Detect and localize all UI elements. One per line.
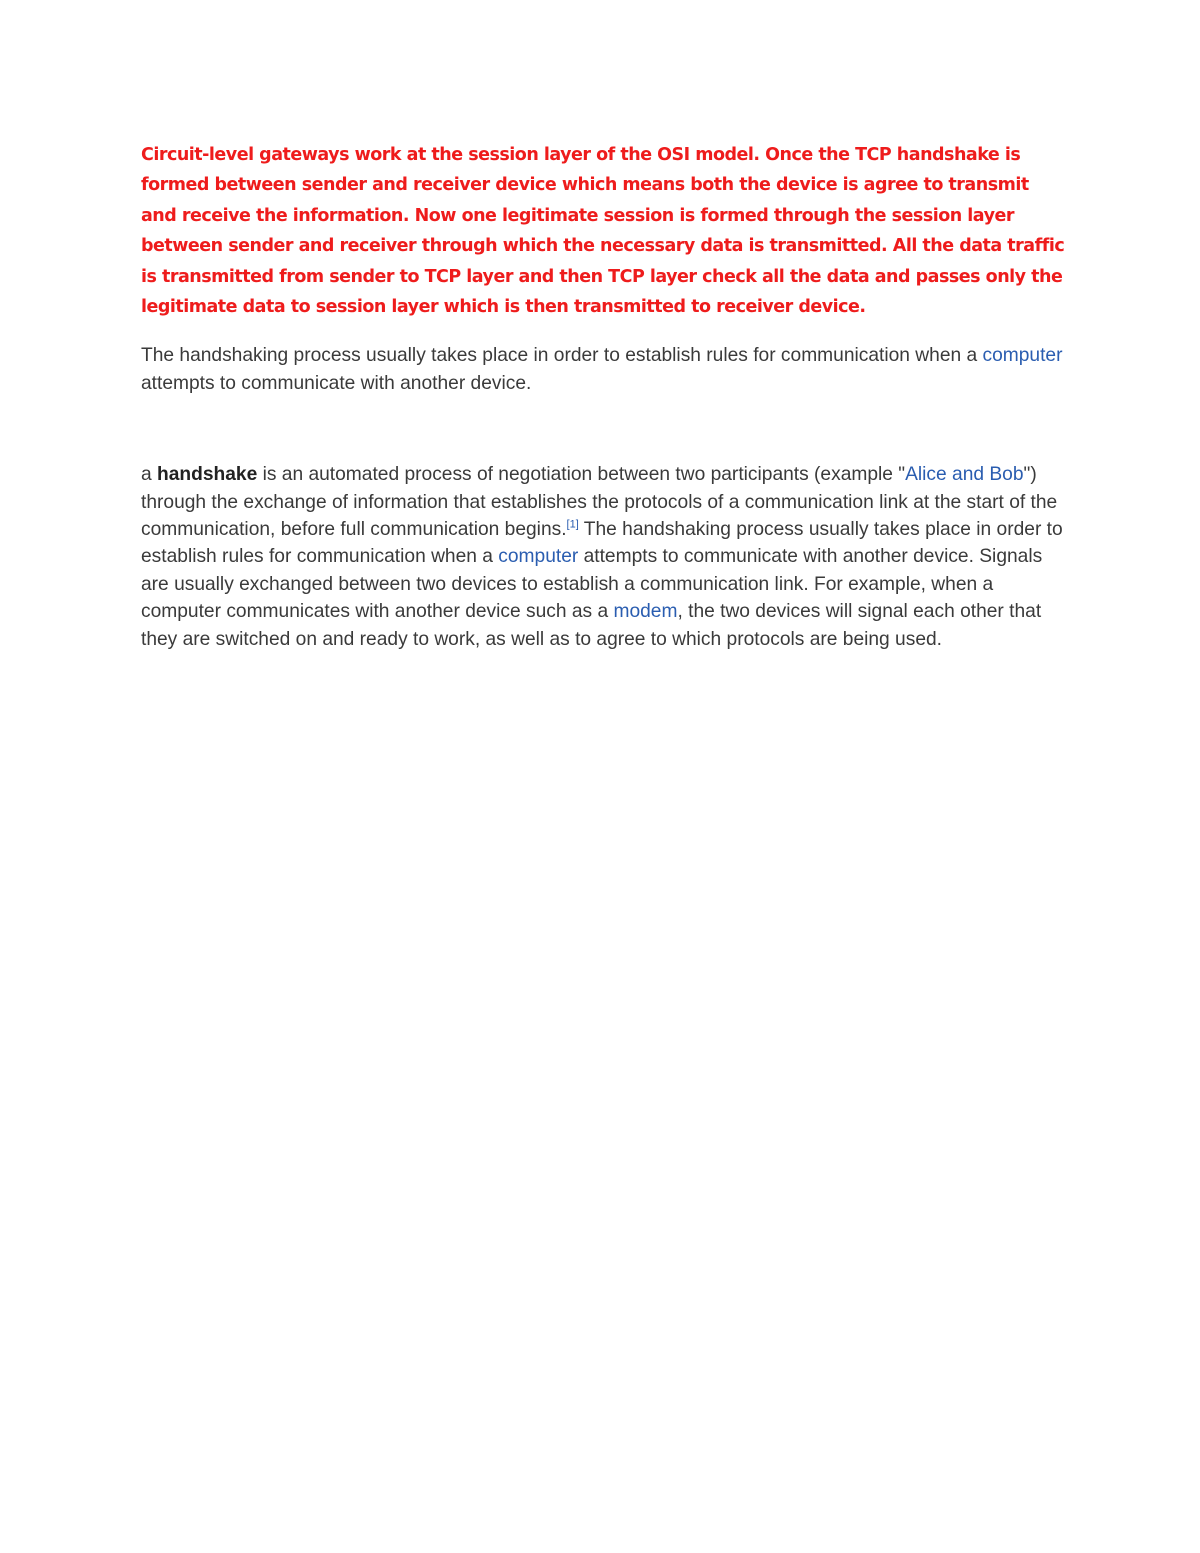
- computer-link[interactable]: computer: [498, 546, 579, 568]
- computer-link[interactable]: computer: [982, 345, 1063, 367]
- handshake-definition-paragraph: [141, 461, 1066, 653]
- paragraph-text: attempts to communicate with another device.: [141, 372, 532, 394]
- paragraph-text: attempts to communicate with another device. Signals are usually exchanged between two devices to establish a communication link. For example, when a computer communicates with another device such as a: [141, 546, 1043, 623]
- paragraph-text: a: [141, 464, 158, 486]
- handshake-term: handshake: [157, 464, 258, 486]
- red-highlighted-paragraph: Circuit-level gateways work at the session layer of the OSI model. Once the TCP handshake is formed between sender and receiver device which means both the device is agree to transmit and receive the information. Now one legitimate session is formed through the session layer between sender and receiver through which the necessary data is transmitted. All the data traffic is transmitted from sender to TCP layer and then TCP layer check all the data and passes only the legitimate data to session layer which is then transmitted to receiver device.: [141, 145, 1065, 318]
- document-content: [141, 140, 1066, 653]
- paragraph-text: The handshaking process usually takes place in order to establish rules for communication when a: [141, 345, 983, 367]
- handshaking-paragraph: [141, 342, 1066, 397]
- alice-and-bob-link[interactable]: Alice and Bob: [905, 464, 1024, 486]
- reference-link[interactable]: [1]: [566, 518, 579, 531]
- paragraph-text: is an automated process of negotiation between two participants (example ": [257, 464, 906, 486]
- modem-link[interactable]: modem: [613, 601, 678, 623]
- paragraph-text: ") through the exchange of information that establishes the protocols of a communication link at the start of the communication, before full communication begins.: [141, 464, 1058, 541]
- paragraph-text: , the two devices will signal each other that they are switched on and ready to work, as well as to agree to which protocols are being used.: [141, 601, 1042, 650]
- paragraph-text: The handshaking process usually takes place in order to establish rules for communication when a: [141, 519, 1063, 568]
